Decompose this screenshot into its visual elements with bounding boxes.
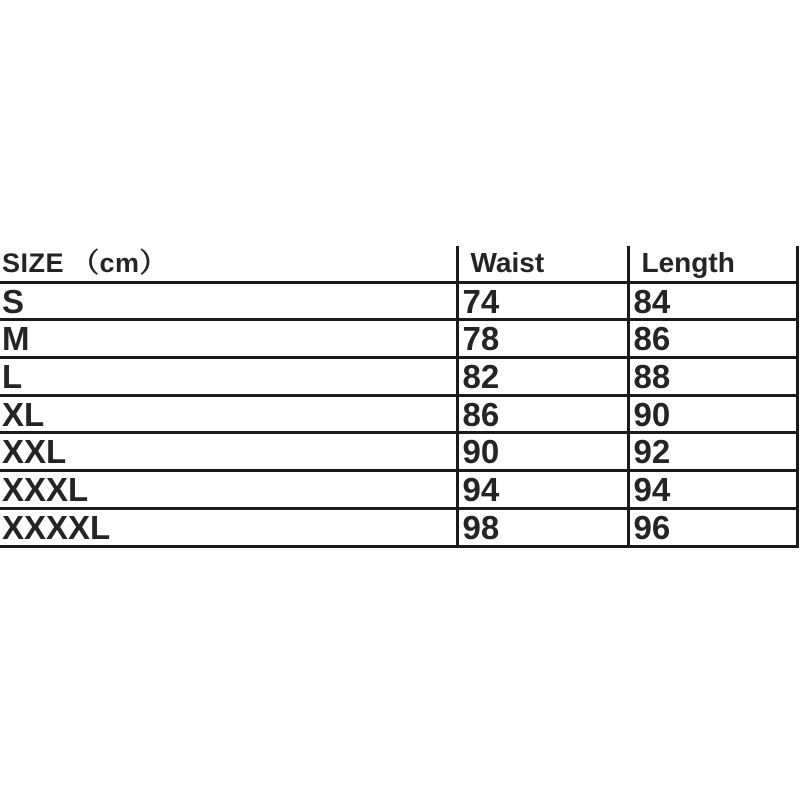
size-cell: XL xyxy=(0,395,457,433)
length-cell: 96 xyxy=(628,508,797,546)
length-column-header: Length xyxy=(628,246,797,282)
length-cell: 90 xyxy=(628,395,797,433)
size-cell: XXL xyxy=(0,433,457,471)
length-cell: 92 xyxy=(628,433,797,471)
length-cell: 94 xyxy=(628,471,797,509)
length-cell: 86 xyxy=(628,320,797,358)
waist-cell: 74 xyxy=(457,282,628,320)
table-row xyxy=(0,433,797,471)
header-row xyxy=(0,246,797,282)
table-row xyxy=(0,358,797,396)
waist-cell: 78 xyxy=(457,320,628,358)
waist-cell: 86 xyxy=(457,395,628,433)
table-row xyxy=(0,320,797,358)
waist-cell: 94 xyxy=(457,471,628,509)
size-cell: XXXXL xyxy=(0,508,457,546)
waist-cell: 90 xyxy=(457,433,628,471)
size-cell: M xyxy=(0,320,457,358)
size-cell: XXXL xyxy=(0,471,457,509)
size-cell: L xyxy=(0,358,457,396)
table-row xyxy=(0,282,797,320)
waist-cell: 98 xyxy=(457,508,628,546)
waist-cell: 82 xyxy=(457,358,628,396)
table-row xyxy=(0,471,797,509)
length-cell: 88 xyxy=(628,358,797,396)
length-cell: 84 xyxy=(628,282,797,320)
size-table xyxy=(0,246,799,548)
table-row xyxy=(0,508,797,546)
waist-column-header: Waist xyxy=(457,246,628,282)
size-cell: S xyxy=(0,282,457,320)
size-column-header: SIZE （cm） xyxy=(0,246,457,282)
table-row xyxy=(0,395,797,433)
